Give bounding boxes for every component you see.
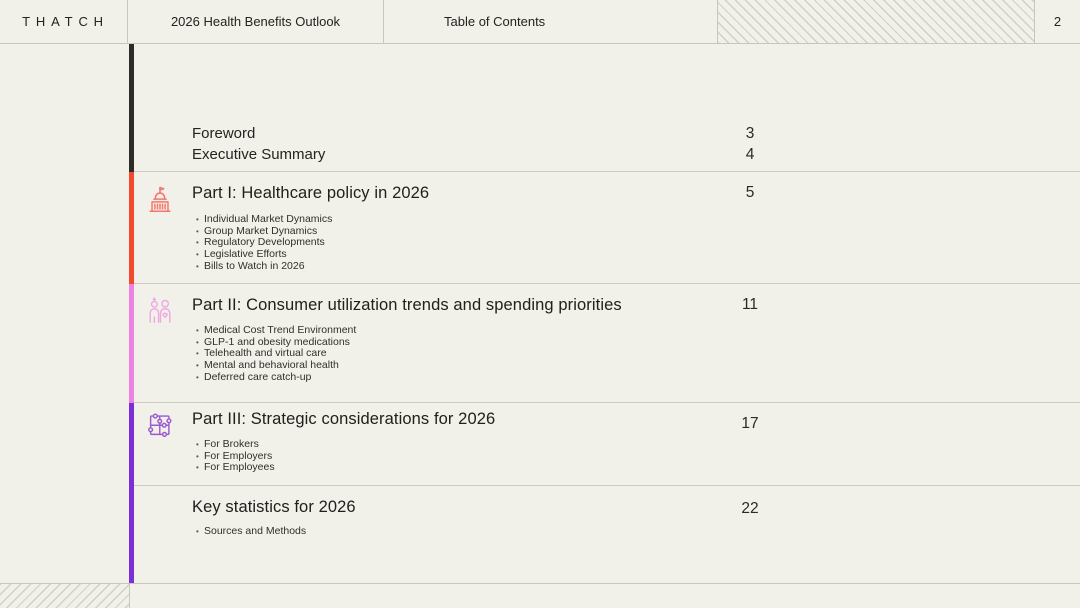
toc-subsection[interactable]: • Individual Market Dynamics <box>196 214 1080 226</box>
toc-entry-foreword[interactable] <box>130 123 1080 144</box>
section-title-label: Table of Contents <box>444 14 546 29</box>
toc-section-title[interactable]: Part III: Strategic considerations for 2026 <box>192 410 496 428</box>
toc-subsection[interactable]: • For Employees <box>196 462 1080 474</box>
toc-subsection-list <box>196 325 1080 384</box>
toc-entry-page[interactable]: 4 <box>745 146 755 163</box>
toc-section-page[interactable]: 17 <box>741 415 759 432</box>
capitol-icon <box>145 185 175 215</box>
toc-subsection[interactable]: • Legislative Efforts <box>196 249 1080 261</box>
page-footer <box>0 583 1080 608</box>
doc-title-label: 2026 Health Benefits Outlook <box>128 0 384 43</box>
toc-entry-page[interactable]: 3 <box>745 125 755 142</box>
footer-hatch-pattern <box>0 584 130 608</box>
toc-subsection[interactable]: • For Brokers <box>196 439 1080 451</box>
accent-bar-purple <box>129 403 134 583</box>
toc-subsection[interactable]: • Deferred care catch-up <box>196 372 1080 384</box>
toc-body <box>130 44 1080 583</box>
toc-row-part-1 <box>130 172 1080 284</box>
accent-bar-black <box>129 44 134 172</box>
toc-subsection-list <box>196 439 1080 474</box>
page-header <box>0 0 1080 44</box>
toc-subsection-list <box>196 214 1080 273</box>
toc-row-key-statistics <box>130 486 1080 583</box>
toc-section-title[interactable]: Part I: Healthcare policy in 2026 <box>192 184 430 202</box>
header-hatch-pattern <box>717 0 1035 43</box>
toc-section-page[interactable]: 11 <box>741 296 759 313</box>
toc-row-front-matter <box>130 44 1080 172</box>
toc-subsection[interactable]: • Regulatory Developments <box>196 237 1080 249</box>
accent-bar-red <box>129 172 134 284</box>
puzzle-icon <box>145 410 175 440</box>
header-logo: THATCH <box>0 0 128 43</box>
page-number-indicator: 2 <box>1053 14 1062 29</box>
toc-subsection[interactable]: • Telehealth and virtual care <box>196 348 1080 360</box>
accent-bar-pink <box>129 284 134 403</box>
toc-subsection[interactable]: • Medical Cost Trend Environment <box>196 325 1080 337</box>
toc-section-page[interactable]: 5 <box>745 184 755 201</box>
toc-row-part-2 <box>130 284 1080 403</box>
toc-subsection[interactable]: • GLP-1 and obesity medications <box>196 337 1080 349</box>
toc-subsection[interactable]: • Group Market Dynamics <box>196 226 1080 238</box>
toc-entry-title[interactable]: Executive Summary <box>192 146 326 163</box>
toc-row-part-3 <box>130 403 1080 486</box>
toc-subsection[interactable]: • Mental and behavioral health <box>196 360 1080 372</box>
toc-section-title[interactable]: Part II: Consumer utilization trends and spending priorities <box>192 296 622 314</box>
toc-subsection[interactable]: • For Employers <box>196 451 1080 463</box>
toc-section-title[interactable]: Key statistics for 2026 <box>192 498 356 516</box>
toc-entry-executive-summary[interactable] <box>130 144 1080 165</box>
people-icon <box>145 296 175 326</box>
toc-subsection[interactable]: • Bills to Watch in 2026 <box>196 261 1080 273</box>
toc-subsection[interactable]: • Sources and Methods <box>196 526 1080 538</box>
toc-section-page[interactable]: 22 <box>741 500 759 517</box>
toc-subsection-list <box>196 526 1080 538</box>
toc-entry-title[interactable]: Foreword <box>192 125 256 142</box>
